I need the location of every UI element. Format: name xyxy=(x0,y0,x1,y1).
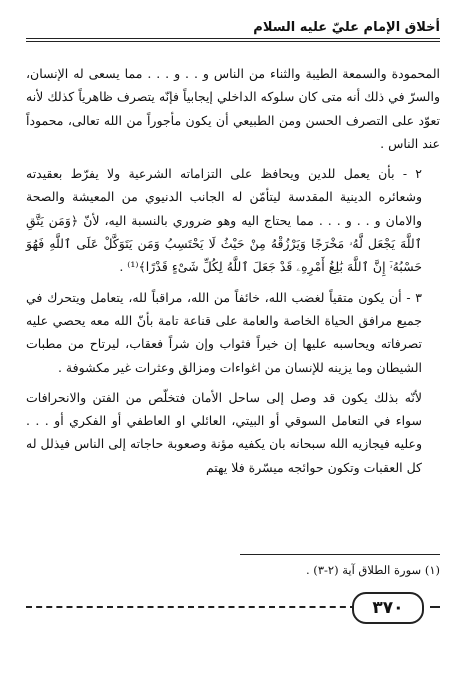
paragraph-2: ٢ - بأن يعمل للدين ويحافظ على التزاماته الشرعية ولا يفرّط بعقيدته وشعائره الدينية المقدسة ليتأمّن له الجانب الدنيوي من المعيشة والصحة والامان و . . و . . . مما يحتاج اليه وهو ضروري بالنسبة اليه، لأنّ ﴿وَمَن يَتَّقِ ٱللَّهَ يَجْعَل لَّهُۥ مَخْرَجًا وَيَرْزُقْهُ مِنْ حَيْثُ لَا يَحْتَسِبُ وَمَن يَتَوَكَّلْ عَلَى ٱللَّهِ فَهُوَ حَسْبُهُۥٓ إِنَّ ٱللَّهَ بَٰلِغُ أَمْرِهِۦ قَدْ جَعَلَ ٱللَّهُ لِكُلِّ شَىْءٍ قَدْرًا﴾⁽¹⁾ . xyxy=(26,166,422,275)
page-footer xyxy=(26,592,440,622)
footer-dashed-rule-left xyxy=(26,606,356,608)
header-rule xyxy=(26,38,440,42)
paragraph-1: المحمودة والسمعة الطيبة والثناء من الناس و . . و . . . مما يسعى له الإنسان، والسرّ في ذلك أنه متى كان سلوكه الداخلي إيجابياً فإنّه يتصرف ظاهرياً كذلك لأنه تعوّد على التصرف الحسن ومن الطبيعي أن يكون مأجوراً من الله تعالى، محموداً عند الناس . xyxy=(26,66,440,151)
footnote: (١) سورة الطلاق آية (٢-٣) . xyxy=(306,563,440,577)
paragraph-4: لأنّه بذلك يكون قد وصل إلى ساحل الأمان فتخلّص من الفتن والانحرافات سواء في التعامل السوقي أو البيتي، العائلي او العاطفي أو الفكري أو . . . وعليه فيجازيه الله سبحانه بان يكفيه مؤنة وصعوبة حاجاته إلى الناس فيذلل له كل العقبات وتكون حوائجه ميسّرة فلا يهتم xyxy=(26,389,422,475)
footnote-rule xyxy=(240,554,440,555)
paragraph-3: ٣ - أن يكون متقياً لغضب الله، خائفاً من الله، مراقباً لله، يتعامل ويتحرك في جميع مرافق الحياة الخاصة والعامة على قناعة تامة بأنّ الله معه يحصي عليه تصرفاته ويحاسبه عليها إن خيراً فثواب وإن شراً فعقاب، ليرتاح من مطبات الشيطان وما يزينه للإنسان من اغواءات ومزالق وعثرات غير مكشوفة . xyxy=(26,289,422,375)
running-header xyxy=(26,16,440,46)
body-text xyxy=(26,62,440,479)
running-header-title: أخلاق الإمام عليّ عليه السلام xyxy=(253,20,440,35)
footer-dashed-rule-right xyxy=(430,606,440,608)
page-number: ٣٧٠ xyxy=(352,592,424,624)
